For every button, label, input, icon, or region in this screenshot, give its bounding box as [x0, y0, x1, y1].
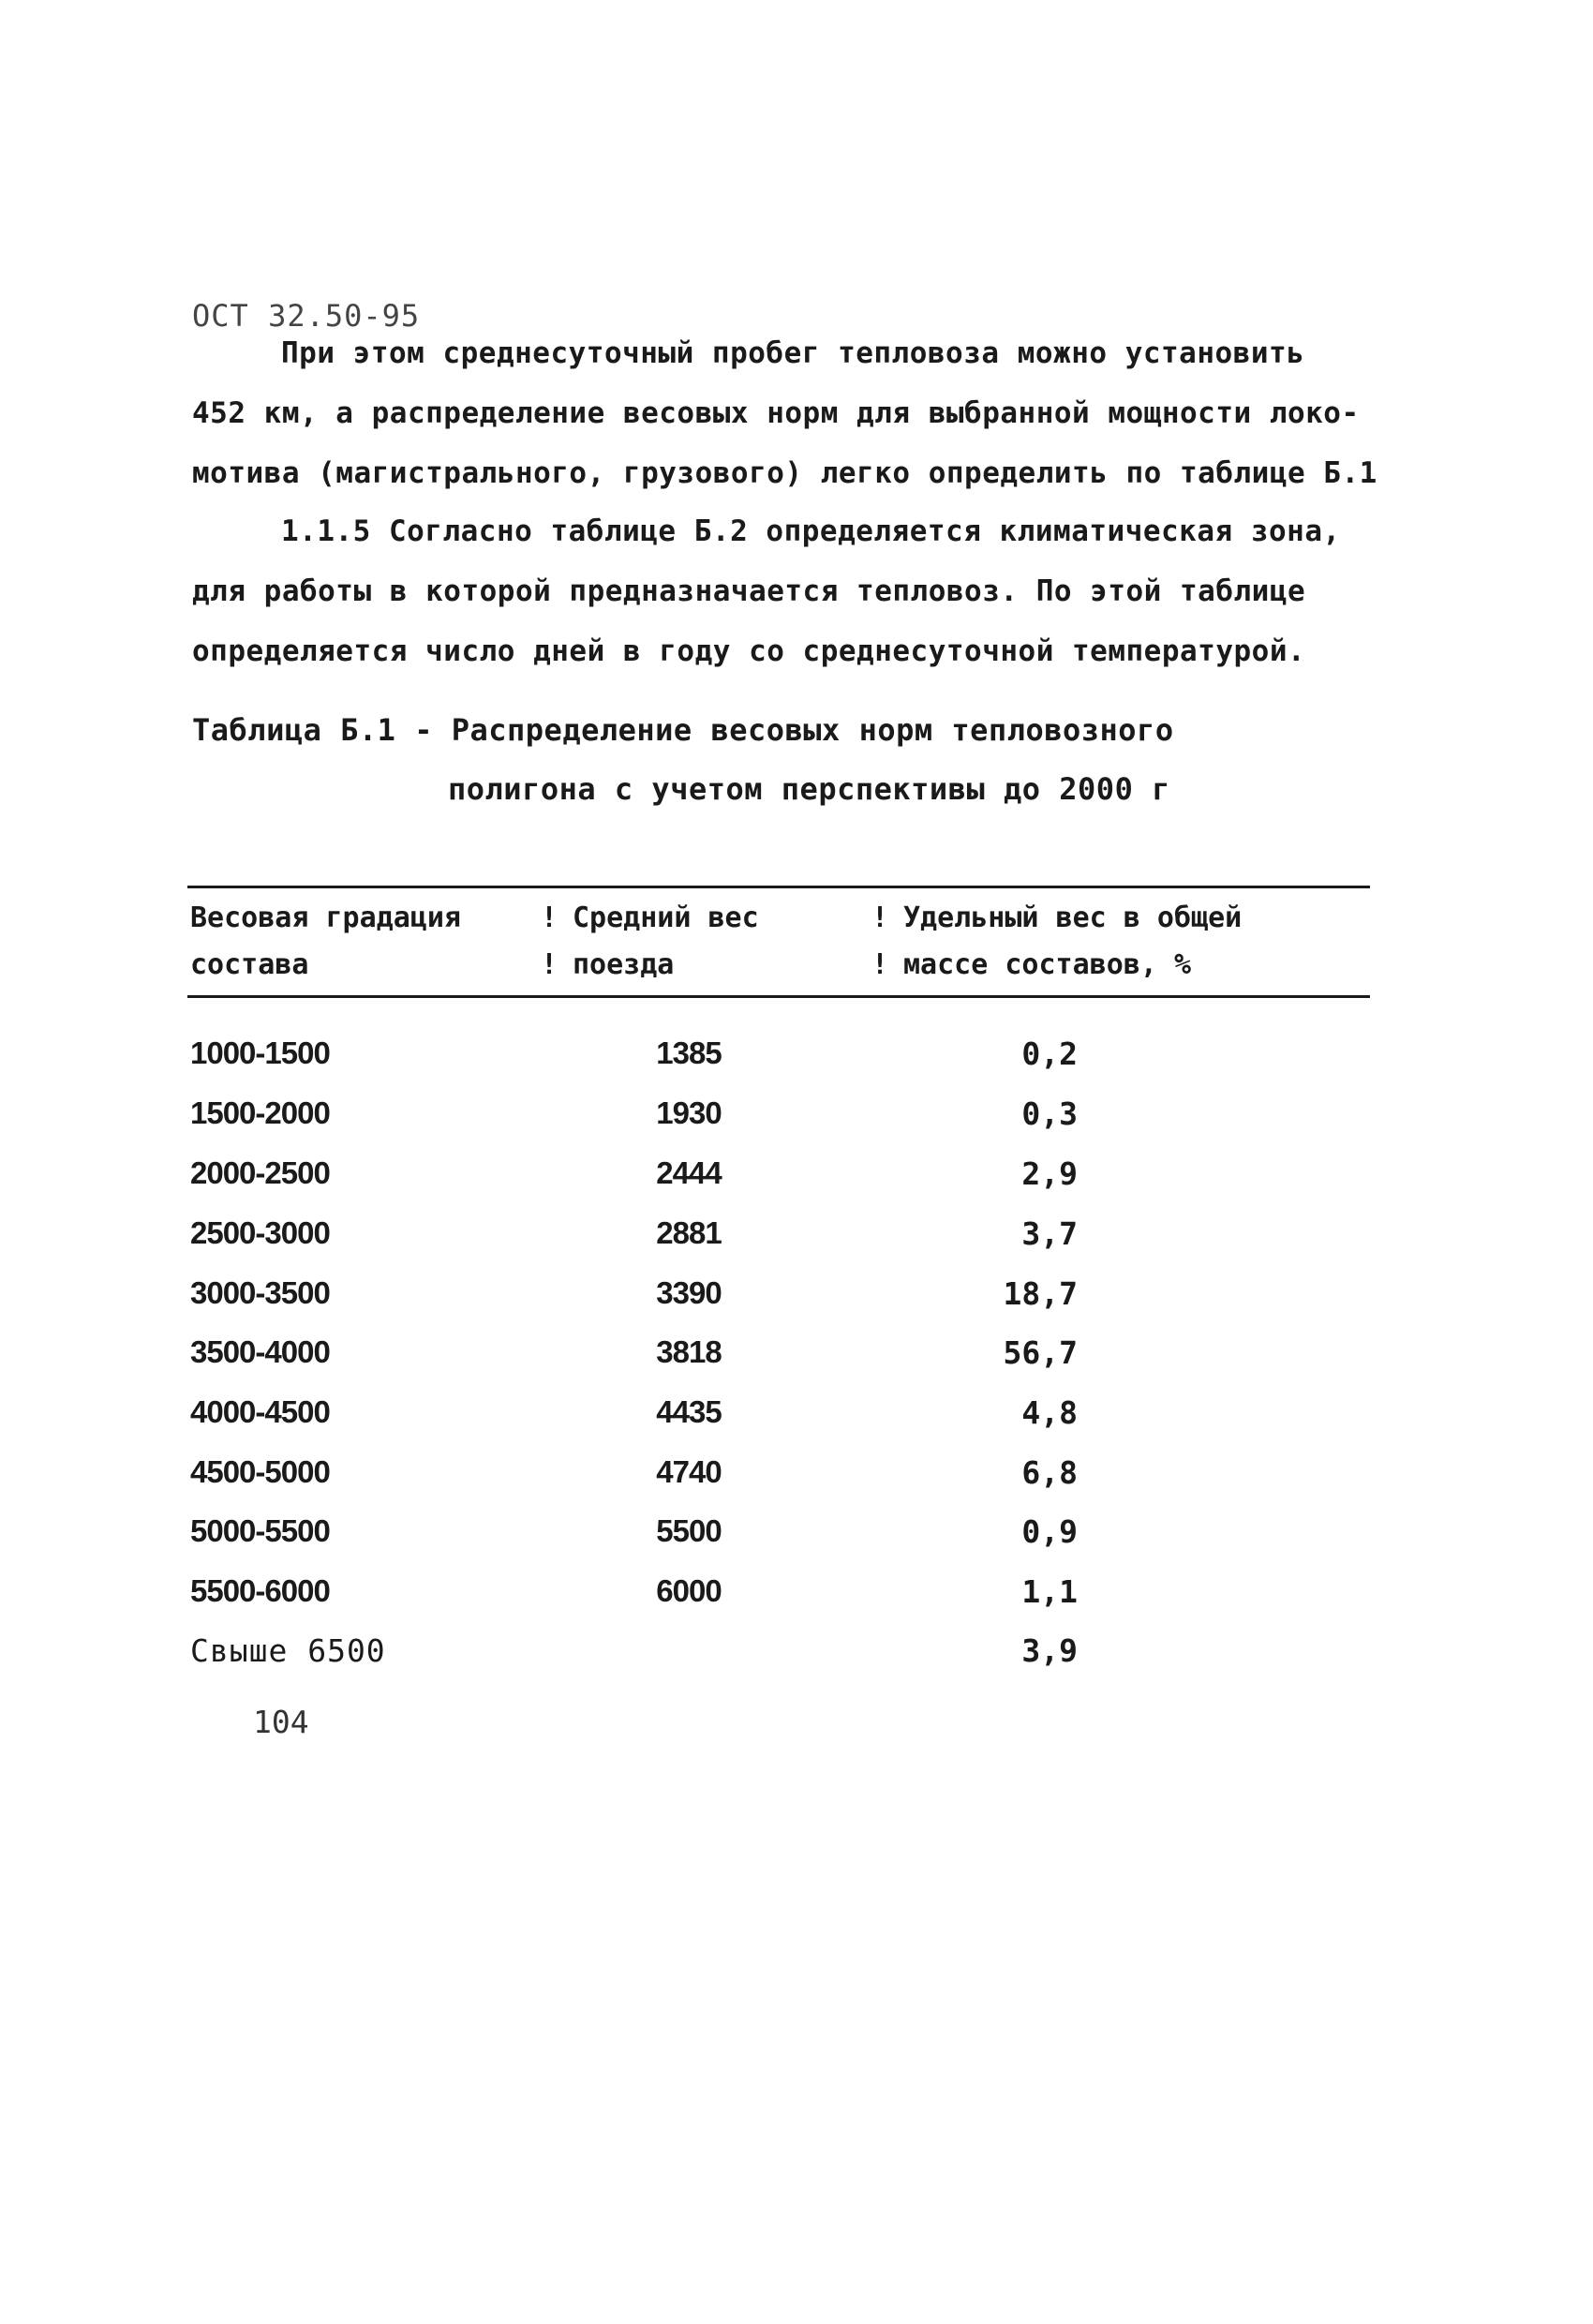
- cell-weight-range: 3500-4000: [190, 1334, 330, 1369]
- column-separator: !: [871, 948, 889, 981]
- header-specific-weight: [871, 895, 1242, 989]
- cell-weight-range: 3000-3500: [190, 1275, 330, 1310]
- cell-share-percent: 6,8: [1021, 1454, 1078, 1491]
- cell-weight-range: Свыше 6500: [190, 1632, 386, 1669]
- cell-weight-range: 4000-4500: [190, 1394, 330, 1429]
- cell-share-percent: 18,7: [1003, 1275, 1078, 1312]
- cell-average-weight: 1385: [656, 1035, 722, 1070]
- cell-share-percent: 0,2: [1021, 1035, 1078, 1072]
- table-caption-line2: полигона с учетом перспективы до 2000 г: [448, 771, 1170, 807]
- header-text: Весовая градация: [190, 901, 461, 934]
- cell-share-percent: 3,7: [1021, 1215, 1078, 1252]
- cell-share-percent: 0,3: [1021, 1095, 1078, 1132]
- paragraph-mileage: [192, 323, 1410, 503]
- cell-share-percent: 4,8: [1021, 1394, 1078, 1431]
- table-row: [0, 1394, 1593, 1451]
- paragraph-line: 1.1.5 Согласно таблице Б.2 определяется климатическая зона,: [281, 514, 1341, 548]
- paragraph-line: для работы в которой предназначается тепловоз. По этой таблице: [192, 574, 1306, 608]
- table-top-rule: [187, 886, 1370, 888]
- cell-average-weight: 1930: [656, 1095, 722, 1130]
- table-header-rule: [187, 995, 1370, 998]
- header-text: массе составов, %: [903, 948, 1192, 981]
- header-weight-gradation: [190, 895, 461, 989]
- header-text: состава: [190, 948, 309, 981]
- cell-share-percent: 2,9: [1021, 1155, 1078, 1192]
- table-caption-line1: Таблица Б.1 - Распределение весовых норм тепловозного: [192, 712, 1174, 748]
- cell-average-weight: 5500: [656, 1513, 722, 1548]
- paragraph-line: При этом среднесуточный пробег тепловоза можно установить: [281, 336, 1305, 370]
- page-number: 104: [253, 1704, 309, 1740]
- paragraph-climate-zone: [192, 501, 1410, 681]
- table-row: [0, 1632, 1593, 1689]
- table-row: [0, 1573, 1593, 1630]
- cell-weight-range: 5000-5500: [190, 1513, 330, 1548]
- column-separator: !: [541, 901, 558, 934]
- cell-average-weight: 6000: [656, 1573, 722, 1608]
- table-row: [0, 1454, 1593, 1511]
- cell-share-percent: 56,7: [1003, 1334, 1078, 1371]
- cell-weight-range: 2500-3000: [190, 1215, 330, 1250]
- cell-average-weight: 4740: [656, 1454, 722, 1489]
- cell-average-weight: 2444: [656, 1155, 722, 1190]
- table-row: [0, 1275, 1593, 1332]
- cell-average-weight: 3390: [656, 1275, 722, 1310]
- table-row: [0, 1334, 1593, 1391]
- cell-weight-range: 2000-2500: [190, 1155, 330, 1190]
- cell-weight-range: 1500-2000: [190, 1095, 330, 1130]
- table-row: [0, 1095, 1593, 1152]
- column-separator: !: [871, 901, 889, 934]
- cell-share-percent: 0,9: [1021, 1513, 1078, 1550]
- table-row: [0, 1035, 1593, 1092]
- paragraph-line: мотива (магистрального, грузового) легко определить по таблице Б.1: [192, 456, 1377, 490]
- cell-weight-range: 4500-5000: [190, 1454, 330, 1489]
- header-text: Средний вес: [573, 901, 759, 934]
- cell-share-percent: 1,1: [1021, 1573, 1078, 1610]
- cell-share-percent: 3,9: [1021, 1632, 1078, 1669]
- paragraph-line: 452 км, а распределение весовых норм для выбранной мощности локо-: [192, 396, 1360, 430]
- header-text: Удельный вес в общей: [903, 901, 1243, 934]
- header-text: поезда: [573, 948, 675, 981]
- document-code: ОСТ 32.50-95: [192, 298, 421, 334]
- cell-weight-range: 5500-6000: [190, 1573, 330, 1608]
- header-average-weight: [541, 895, 759, 989]
- table-row: [0, 1513, 1593, 1570]
- table-row: [0, 1155, 1593, 1212]
- cell-average-weight: 4435: [656, 1394, 722, 1429]
- paragraph-line: определяется число дней в году со среднесуточной температурой.: [192, 634, 1306, 668]
- cell-weight-range: 1000-1500: [190, 1035, 330, 1070]
- table-row: [0, 1215, 1593, 1272]
- column-separator: !: [541, 948, 558, 981]
- cell-average-weight: 3818: [656, 1334, 722, 1369]
- cell-average-weight: 2881: [656, 1215, 722, 1250]
